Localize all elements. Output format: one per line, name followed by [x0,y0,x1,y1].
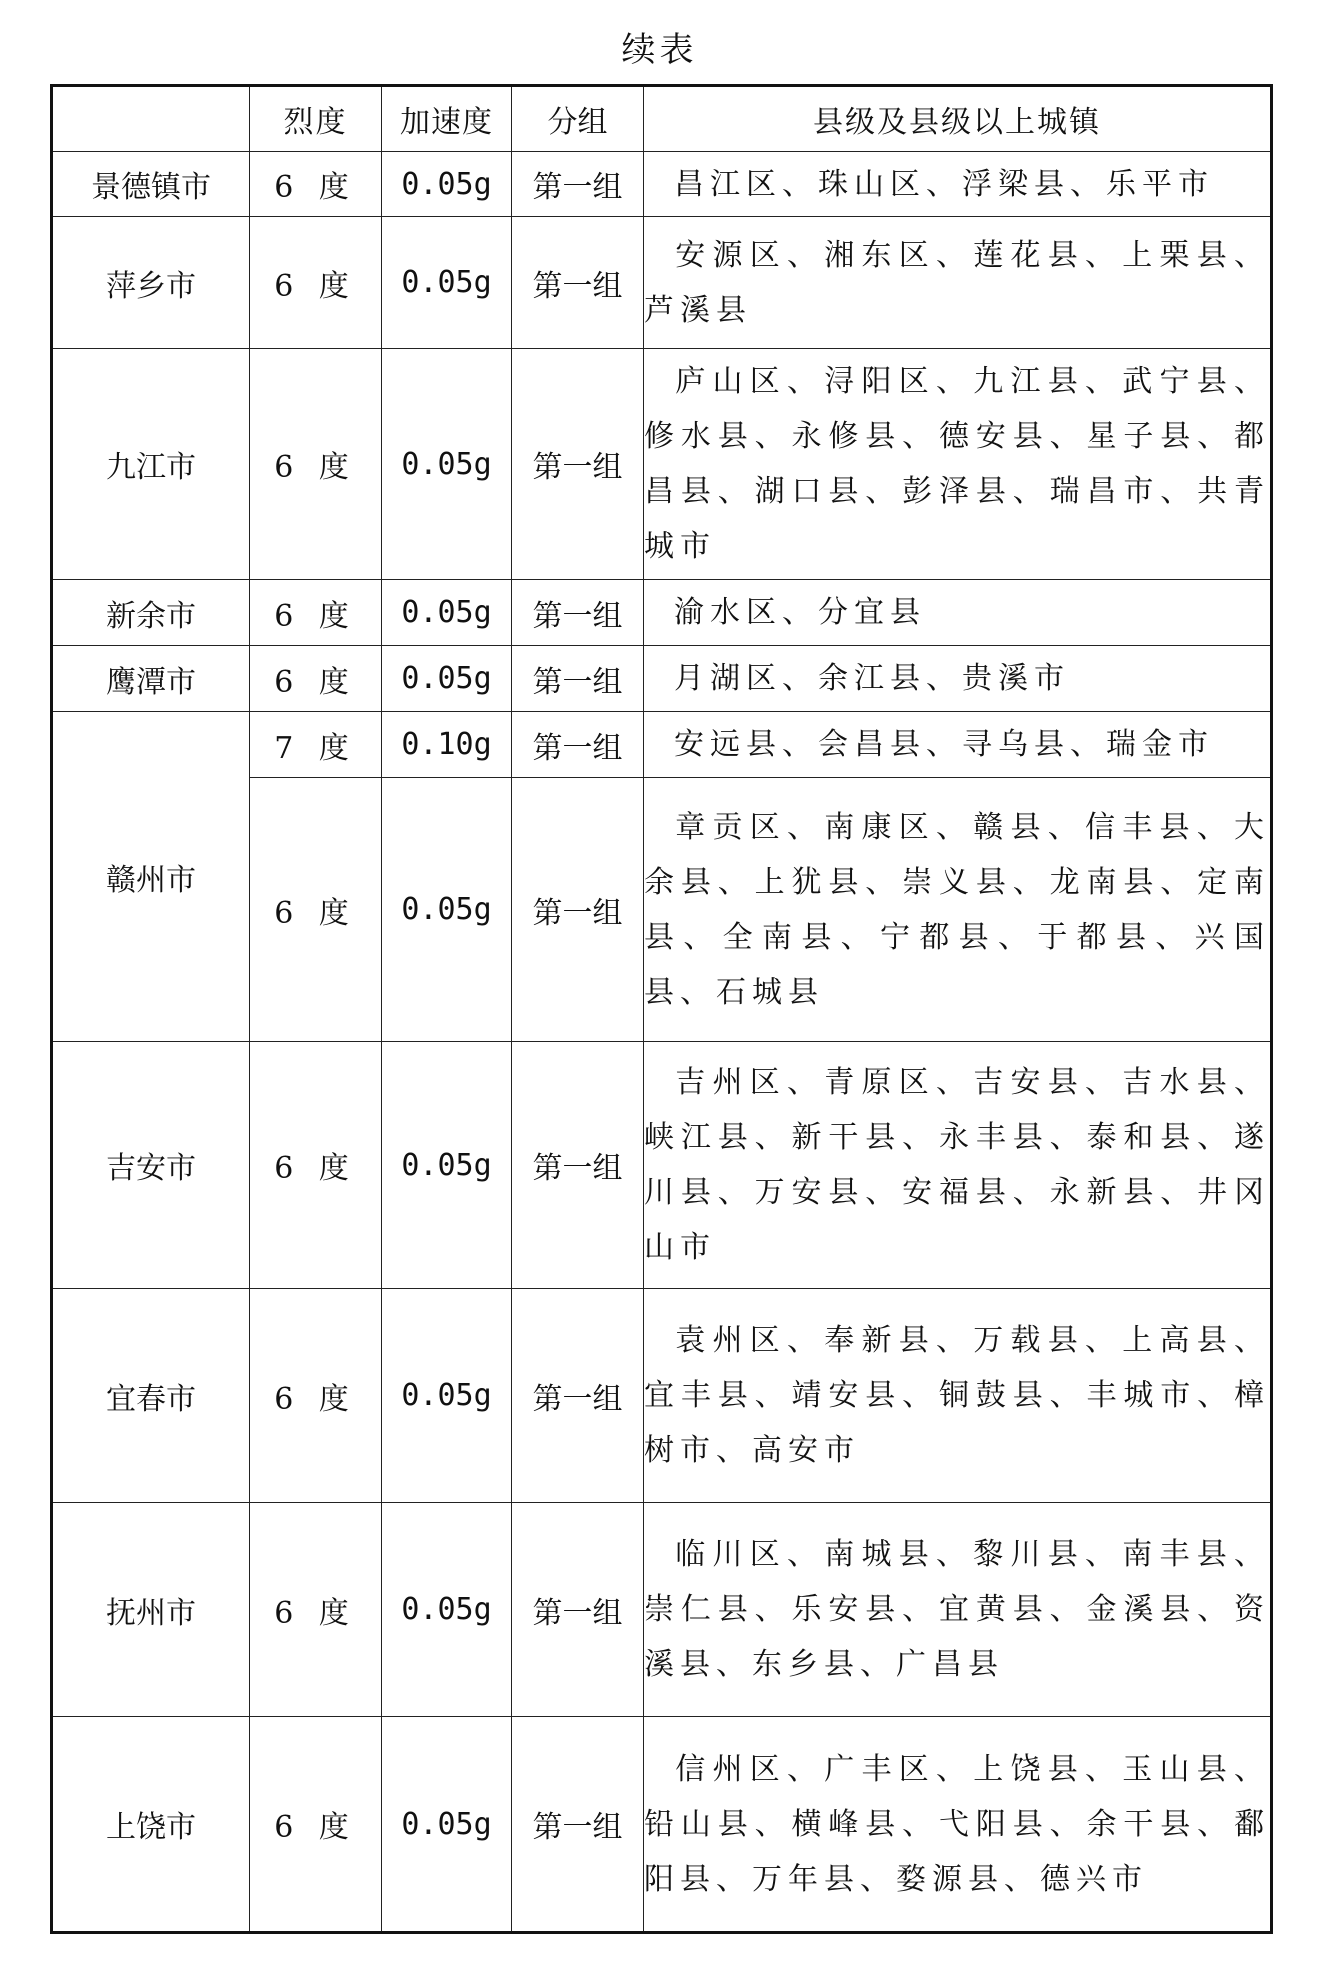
towns-text: 庐山区、浔阳区、九江县、武宁县、修水县、永修县、德安县、星子县、都昌县、湖口县、彭泽县、瑞昌市、共青城市 [644,364,1270,564]
towns-text: 吉州区、青原区、吉安县、吉水县、峡江县、新干县、永丰县、泰和县、遂川县、万安县、安福县、永新县、井冈山市 [644,1065,1270,1265]
city-cell: 上饶市 [52,1717,250,1933]
towns-cell [644,1503,1272,1717]
city-cell: 九江市 [52,349,250,580]
intensity-cell: 6 度 [250,580,382,646]
intensity-cell: 6 度 [250,152,382,217]
table-row [52,1717,1272,1933]
acceleration-cell: 0.05g [382,1503,512,1717]
towns-cell [644,712,1272,778]
table-row [52,712,1272,778]
acceleration-cell: 0.10g [382,712,512,778]
towns-cell [644,1042,1272,1289]
seismic-table [50,84,1273,1934]
city-cell: 新余市 [52,580,250,646]
table-row [52,217,1272,349]
intensity-cell: 6 度 [250,1503,382,1717]
group-cell: 第一组 [512,1289,644,1503]
group-cell: 第一组 [512,349,644,580]
group-cell: 第一组 [512,778,644,1042]
towns-cell [644,152,1272,217]
header-towns: 县级及县级以上城镇 [644,86,1272,152]
acceleration-cell: 0.05g [382,1289,512,1503]
table-row [52,349,1272,580]
table-row [52,152,1272,217]
intensity-cell: 7 度 [250,712,382,778]
acceleration-cell: 0.05g [382,1717,512,1933]
group-cell: 第一组 [512,1717,644,1933]
towns-cell [644,646,1272,712]
acceleration-cell: 0.05g [382,152,512,217]
towns-text: 临川区、南城县、黎川县、南丰县、崇仁县、乐安县、宜黄县、金溪县、资溪县、东乡县、广昌县 [644,1537,1270,1682]
intensity-cell: 6 度 [250,1289,382,1503]
city-cell: 景德镇市 [52,152,250,217]
city-cell: 鹰潭市 [52,646,250,712]
table-row [52,646,1272,712]
header-city [52,86,250,152]
towns-text: 章贡区、南康区、赣县、信丰县、大余县、上犹县、崇义县、龙南县、定南县、全南县、宁都县、于都县、兴国县、石城县 [644,809,1270,1010]
city-cell: 抚州市 [52,1503,250,1717]
table-row [52,1042,1272,1289]
acceleration-cell: 0.05g [382,1042,512,1289]
intensity-cell: 6 度 [250,778,382,1042]
header-intensity: 烈度 [250,86,382,152]
towns-cell [644,1717,1272,1933]
group-cell: 第一组 [512,1042,644,1289]
group-cell: 第一组 [512,712,644,778]
acceleration-cell: 0.05g [382,349,512,580]
towns-text: 信州区、广丰区、上饶县、玉山县、铅山县、横峰县、弋阳县、余干县、鄱阳县、万年县、婺源县、德兴市 [644,1751,1270,1897]
towns-cell [644,778,1272,1042]
table-row [52,580,1272,646]
table-row [52,1289,1272,1503]
city-cell: 赣州市 [52,712,250,1042]
group-cell: 第一组 [512,646,644,712]
intensity-cell: 6 度 [250,1042,382,1289]
intensity-cell: 6 度 [250,349,382,580]
acceleration-cell: 0.05g [382,646,512,712]
towns-cell [644,1289,1272,1503]
group-cell: 第一组 [512,152,644,217]
towns-cell [644,217,1272,349]
towns-text: 安源区、湘东区、莲花县、上栗县、芦溪县 [644,237,1270,328]
towns-cell [644,580,1272,646]
table-row [52,1503,1272,1717]
acceleration-cell: 0.05g [382,580,512,646]
intensity-cell: 6 度 [250,1717,382,1933]
group-cell: 第一组 [512,1503,644,1717]
acceleration-cell: 0.05g [382,217,512,349]
group-cell: 第一组 [512,217,644,349]
acceleration-cell: 0.05g [382,778,512,1042]
group-cell: 第一组 [512,580,644,646]
header-row [52,86,1272,152]
towns-text: 昌江区、珠山区、浮梁县、乐平市 [674,166,1214,202]
city-cell: 宜春市 [52,1289,250,1503]
towns-text: 渝水区、分宜县 [674,595,926,630]
towns-cell [644,349,1272,580]
towns-text: 安远县、会昌县、寻乌县、瑞金市 [674,727,1214,762]
header-group: 分组 [512,86,644,152]
city-cell: 吉安市 [52,1042,250,1289]
page-title: 续表 [621,30,698,70]
intensity-cell: 6 度 [250,646,382,712]
intensity-cell: 6 度 [250,217,382,349]
header-acceleration: 加速度 [382,86,512,152]
city-cell: 萍乡市 [52,217,250,349]
towns-text: 月湖区、余江县、贵溪市 [674,661,1070,696]
towns-text: 袁州区、奉新县、万载县、上高县、宜丰县、靖安县、铜鼓县、丰城市、樟树市、高安市 [644,1323,1270,1468]
